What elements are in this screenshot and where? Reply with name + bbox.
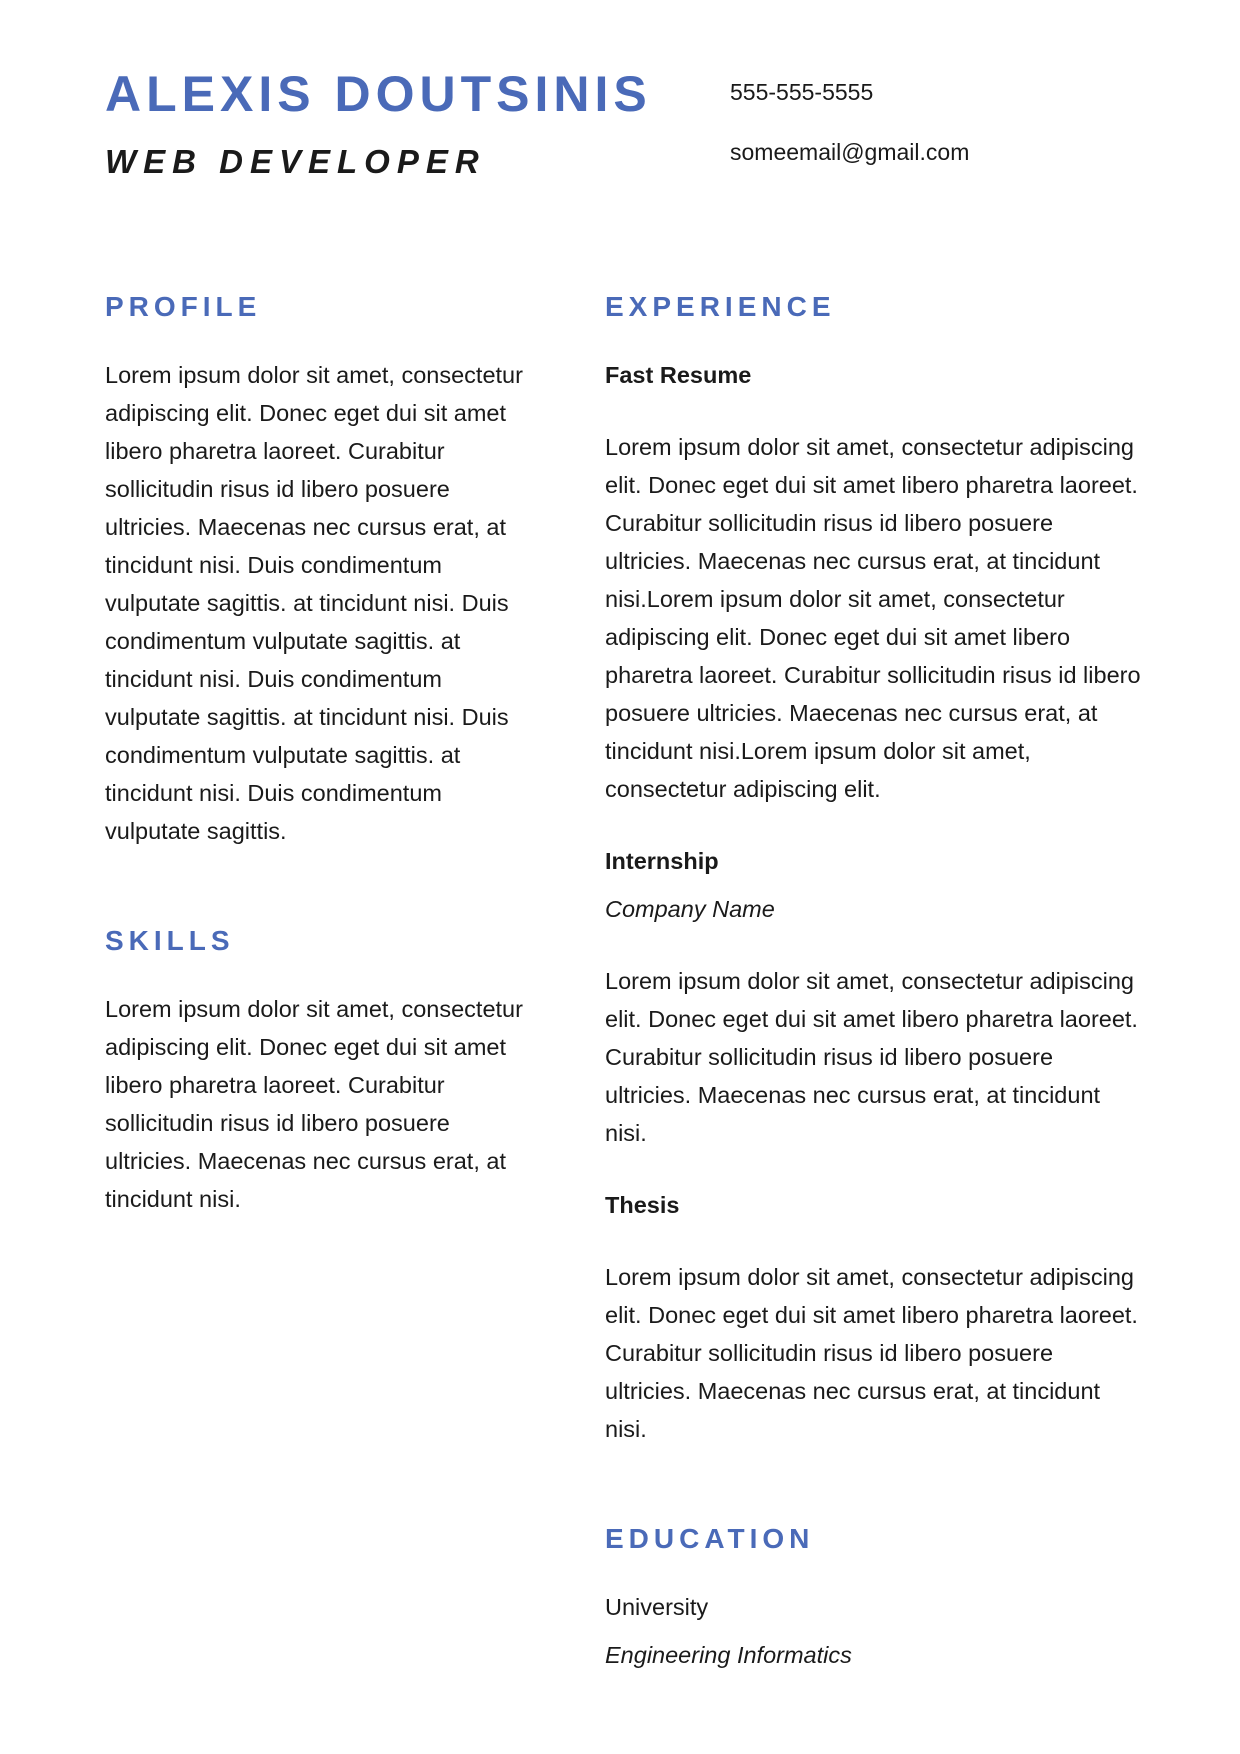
- email-address: someemail@gmail.com: [730, 139, 970, 165]
- experience-item-title: Fast Resume: [605, 362, 752, 388]
- experience-item: [605, 842, 1145, 1152]
- education-section: [605, 1520, 1145, 1674]
- experience-item-company: Company Name: [605, 896, 775, 922]
- profile-text: Lorem ipsum dolor sit amet, consectetur adipiscing elit. Donec eget dui sit amet libero pharetra laoreet. Curabitur sollicitudin risus id libero posuere ultricies. Maecenas nec cursus erat, at tincidunt nisi. Duis condimentum vulputate sagittis. at tincidunt nisi. Duis condimentum vulputate sagittis. at tincidunt nisi. Duis condimentum vulputate sagittis. at tincidunt nisi. Duis condimentum vulputate sagittis. at tincidunt nisi. Duis condimentum vulputate sagittis.: [105, 362, 523, 844]
- experience-heading: EXPERIENCE: [605, 291, 836, 322]
- left-column: [105, 288, 530, 1218]
- skills-section: [105, 922, 530, 1218]
- experience-item: [605, 1186, 1145, 1448]
- experience-item-text: Lorem ipsum dolor sit amet, consectetur adipiscing elit. Donec eget dui sit amet libero pharetra laoreet. Curabitur sollicitudin risus id libero posuere ultricies. Maecenas nec cursus erat, at tincidunt nisi.Lorem ipsum dolor sit amet, consectetur adipiscing elit. Donec eget dui sit amet libero pharetra laoreet. Curabitur sollicitudin risus id libero posuere ultricies. Maecenas nec cursus erat, at tincidunt nisi.Lorem ipsum dolor sit amet, consectetur adipiscing elit.: [605, 434, 1141, 802]
- experience-item-text: Lorem ipsum dolor sit amet, consectetur adipiscing elit. Donec eget dui sit amet libero pharetra laoreet. Curabitur sollicitudin risus id libero posuere ultricies. Maecenas nec cursus erat, at tincidunt nisi.: [605, 968, 1138, 1146]
- experience-section: [605, 288, 1145, 1448]
- candidate-name: ALEXIS DOUTSINIS: [105, 66, 652, 122]
- profile-section: [105, 288, 530, 850]
- profile-heading: PROFILE: [105, 291, 262, 322]
- experience-item-title: Internship: [605, 848, 719, 874]
- experience-item: [605, 356, 1145, 808]
- experience-item-title: Thesis: [605, 1192, 680, 1218]
- job-title: WEB DEVELOPER: [105, 143, 486, 180]
- phone-number: 555-555-5555: [730, 79, 874, 105]
- skills-heading: SKILLS: [105, 925, 235, 956]
- experience-item-text: Lorem ipsum dolor sit amet, consectetur adipiscing elit. Donec eget dui sit amet libero pharetra laoreet. Curabitur sollicitudin risus id libero posuere ultricies. Maecenas nec cursus erat, at tincidunt nisi.: [605, 1264, 1138, 1442]
- education-heading: EDUCATION: [605, 1523, 815, 1554]
- right-column: [605, 288, 1145, 1674]
- education-field: Engineering Informatics: [605, 1642, 852, 1668]
- education-institution: University: [605, 1594, 709, 1620]
- skills-text: Lorem ipsum dolor sit amet, consectetur adipiscing elit. Donec eget dui sit amet libero pharetra laoreet. Curabitur sollicitudin risus id libero posuere ultricies. Maecenas nec cursus erat, at tincidunt nisi.: [105, 996, 523, 1212]
